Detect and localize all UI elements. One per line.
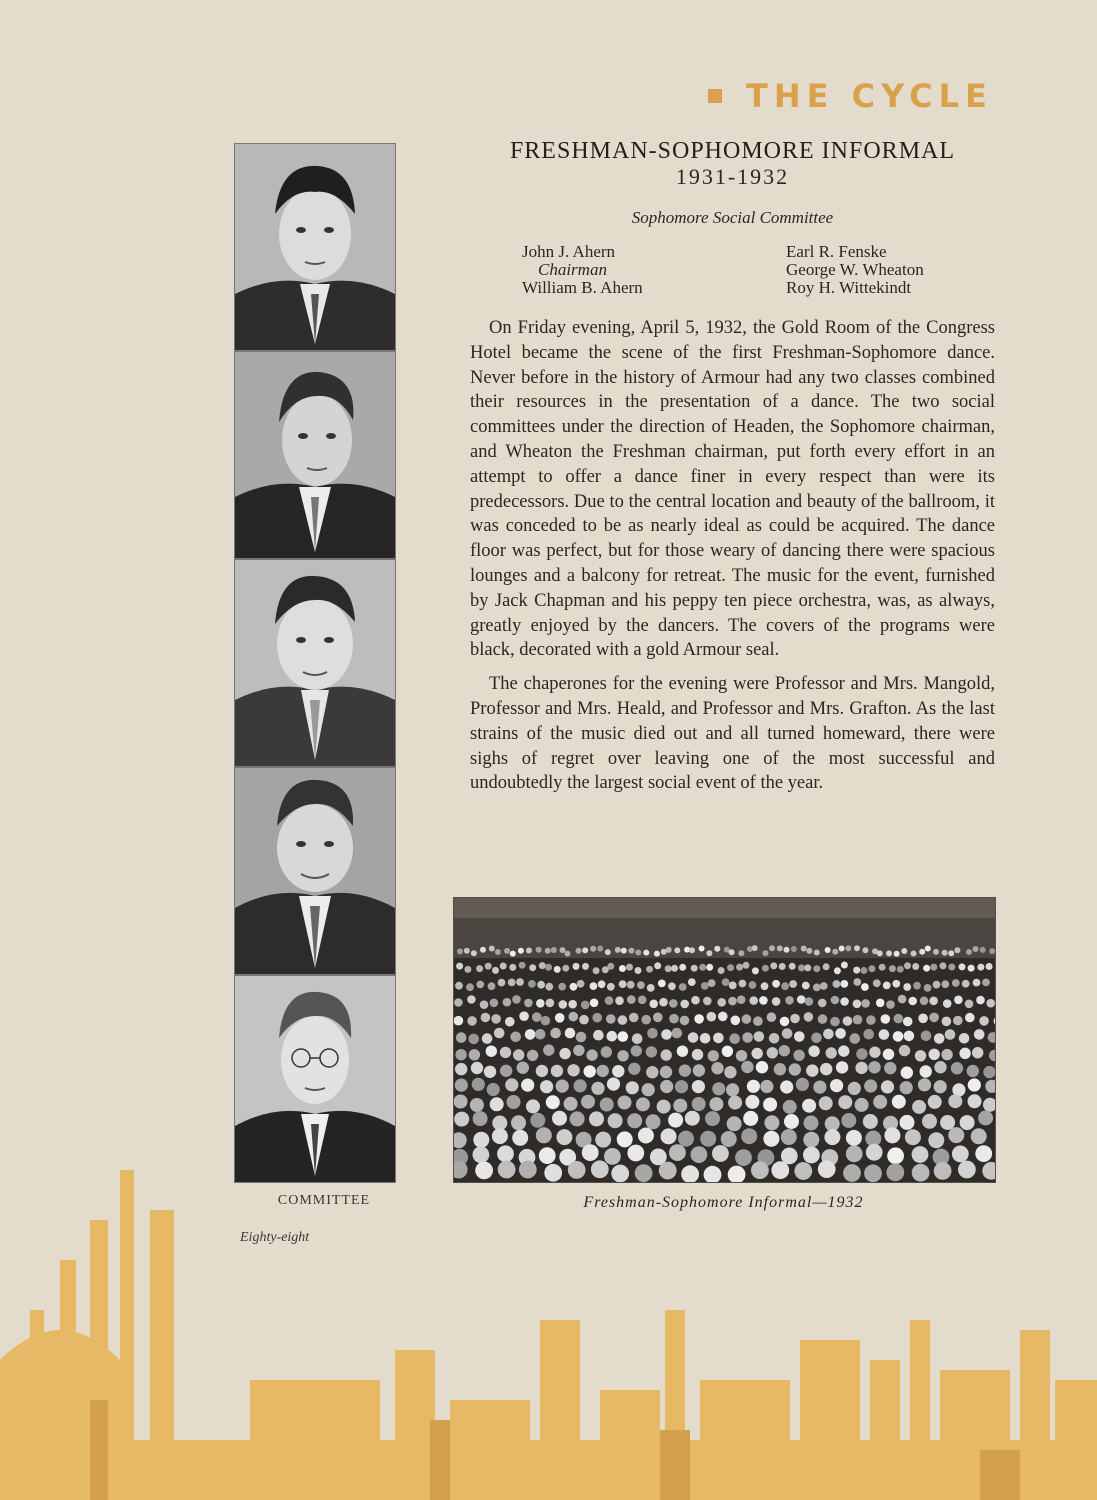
dance-crowd-photo (453, 897, 996, 1183)
article-paragraph: The chaperones for the evening were Professor and Mrs. Mangold, Professor and Mrs. Heald, and Professor and Mrs. Grafton. As the last strains of the music died out and all turned homeward, there were sighs of regret over leaving one of the most successful and undoubtedly the largest social event of the year. (470, 674, 995, 794)
article-body (470, 316, 995, 796)
running-header (708, 76, 998, 116)
portrait-photo (234, 767, 396, 975)
page-folio: Eighty-eight (240, 1230, 310, 1245)
article-title: FRESHMAN-SOPHOMORE INFORMAL (509, 138, 956, 164)
committee-member: William B. Ahern (522, 278, 643, 297)
committee-subtitle: Sophomore Social Committee (631, 208, 834, 227)
portrait-photo (234, 351, 396, 559)
article-years: 1931-1932 (675, 164, 790, 189)
committee-member: John J. Ahern (522, 242, 616, 261)
crowd-photo-caption: Freshman-Sophomore Informal—1932 (583, 1194, 864, 1211)
portrait-photo (234, 559, 396, 767)
portrait-photo (234, 143, 396, 351)
skyline-decoration (0, 1150, 1097, 1500)
committee-member: Roy H. Wittekindt (786, 278, 912, 297)
header-brand: THE CYCLE (746, 77, 993, 115)
article-paragraph: On Friday evening, April 5, 1932, the Gold Room of the Congress Hotel became the scene of the first Freshman-Sophomore dance. Never before in the history of Armour had any two classes combined their resources in the presentation of a dance. The two social committees under the direction of Headen, the Sophomore chairman, and Wheaton the Freshman chairman, put forth every effort in an attempt to offer a dance finer in every respect than were its predecessors. Due to the central location and beauty of the ballroom, it was conceded to be as nearly ideal as could be acquired. The dance floor was perfect, but for those weary of dancing there were spacious lounges and a balcony for retreat. The music for the event, furnished by Jack Chapman and his peppy ten piece orchestra, was, as always, greatly enjoyed by the dancers. The covers of the programs were black, decorated with a gold Armour seal. (470, 318, 995, 661)
header-square-ornament (708, 89, 722, 103)
committee-member-role: Chairman (538, 260, 607, 279)
committee-member: Earl R. Fenske (786, 242, 887, 261)
committee-photo-label: COMMITTEE (277, 1193, 371, 1208)
committee-member: George W. Wheaton (786, 260, 924, 279)
